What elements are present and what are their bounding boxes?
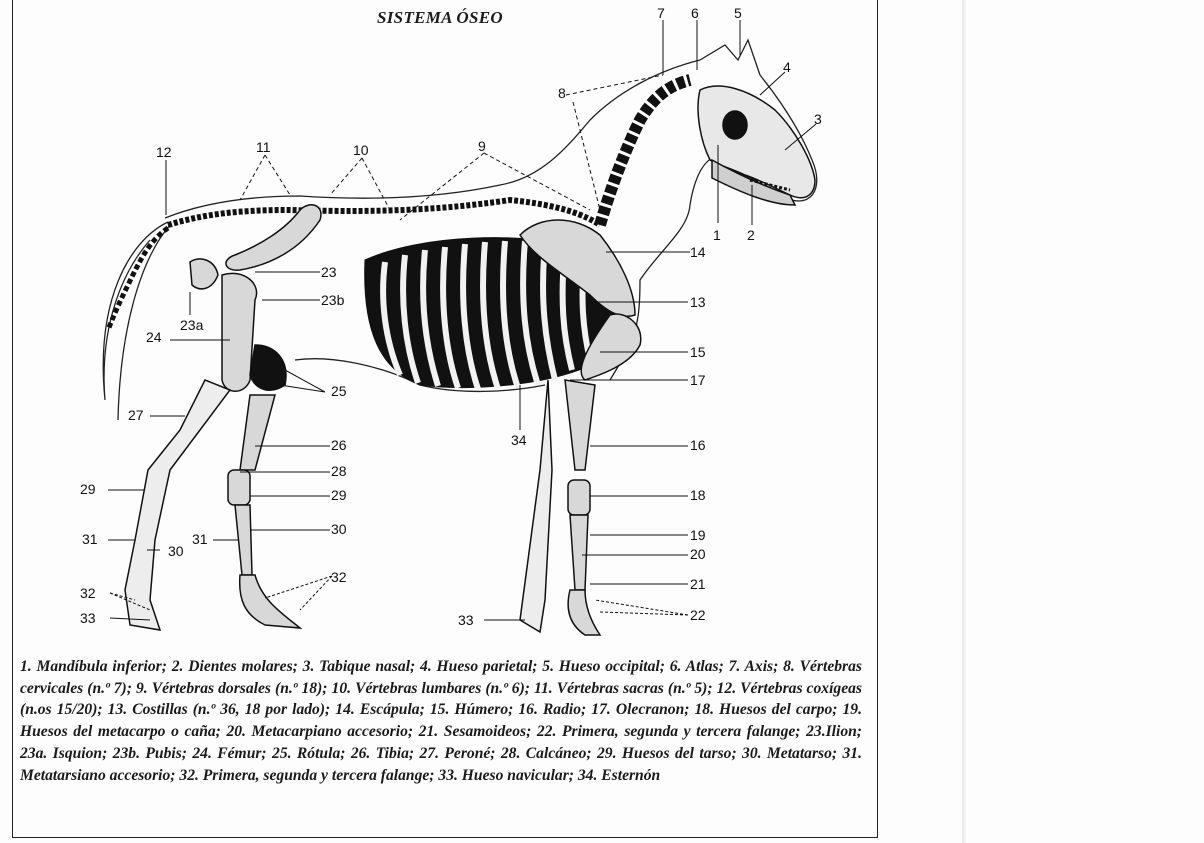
label-28: 28 [331,463,347,479]
label-14: 14 [690,244,706,260]
label-10: 10 [353,142,369,158]
label-34: 34 [511,432,527,448]
label-2: 2 [747,227,755,243]
radius [565,380,595,470]
label-31-left: 31 [82,531,98,547]
label-29-left: 29 [80,481,96,497]
label-19: 19 [690,527,706,543]
label-23a: 23a [180,317,204,333]
metacarpus [570,515,588,590]
spine-dorsal-lumbar [168,200,600,225]
label-22: 22 [690,607,706,623]
tail-outline [103,222,168,400]
label-21: 21 [690,576,706,592]
scan-edge [962,0,966,843]
label-32-right: 32 [331,569,347,585]
label-29-right: 29 [331,487,347,503]
diagram-title: SISTEMA ÓSEO [377,8,503,27]
patella [250,345,286,390]
label-11: 11 [256,139,271,155]
label-13: 13 [690,294,706,310]
label-23: 23 [321,264,337,280]
tibia [240,395,275,470]
label-5: 5 [734,5,742,21]
label-20: 20 [690,546,706,562]
label-16: 16 [690,437,706,453]
cervical-vertebrae [600,80,690,225]
label-27: 27 [128,407,144,423]
label-25: 25 [331,383,347,399]
hindlimb [125,205,321,630]
skull [698,86,815,205]
fore-hoof [568,590,600,635]
label-6: 6 [691,5,699,21]
label-30-left: 30 [168,543,184,559]
label-15: 15 [690,344,706,360]
label-33-right: 33 [458,612,474,628]
label-7: 7 [657,5,665,21]
orbit [723,111,747,139]
label-30-right: 30 [331,521,347,537]
label-26: 26 [331,437,347,453]
label-1: 1 [713,227,721,243]
label-23b: 23b [321,292,345,308]
tarsus [228,470,250,505]
label-9: 9 [478,138,486,154]
legend-caption: 1. Mandíbula inferior; 2. Dientes molares; 3. Tabique nasal; 4. Hueso parietal; 5. Hueso occipital; 6. Atlas; 7. Axis; 8. Vértebras cervicales (n.º 7); 9. Vértebras dorsales (n.º 18); 10. Vértebras lumbares (n.º 6); 11. Vértebras sacras (n.º 5); 12. Vértebras coxígeas (n.os 15/20); 13. Costillas (n.º 36, 18 por lado); 14. Escápula; 15. Húmero; 16. Radio; 17. Olecranon; 18. Huesos del carpo; 19. Huesos del metacarpo o caña; 20. Metacarpiano accesorio; 21. Sesamoideos; 22. Primera, segunda y tercera falange; 23.Ilion; 23a. Isquion; 23b. Pubis; 24. Fémur; 25. Rótula; 26. Tibia; 27. Peroné; 28. Calcáneo; 29. Huesos del tarso; 30. Metatarso; 31. Metatarsiano accesorio; 32. Primera, segunda y tercera falange; 33. Hueso navicular; 34. Esternón [20,658,862,784]
label-32-left: 32 [80,585,96,601]
label-31-right: 31 [192,531,208,547]
label-4: 4 [783,59,791,75]
label-12: 12 [156,144,172,160]
label-33-left: 33 [80,610,96,626]
carpus [568,480,590,515]
label-18: 18 [690,487,706,503]
ischium [190,259,218,289]
label-17: 17 [690,372,706,388]
label-3: 3 [814,111,822,127]
hind-hoof [240,575,300,628]
label-24: 24 [146,329,162,345]
coccygeal-vertebrae [108,228,168,330]
label-8: 8 [558,85,566,101]
